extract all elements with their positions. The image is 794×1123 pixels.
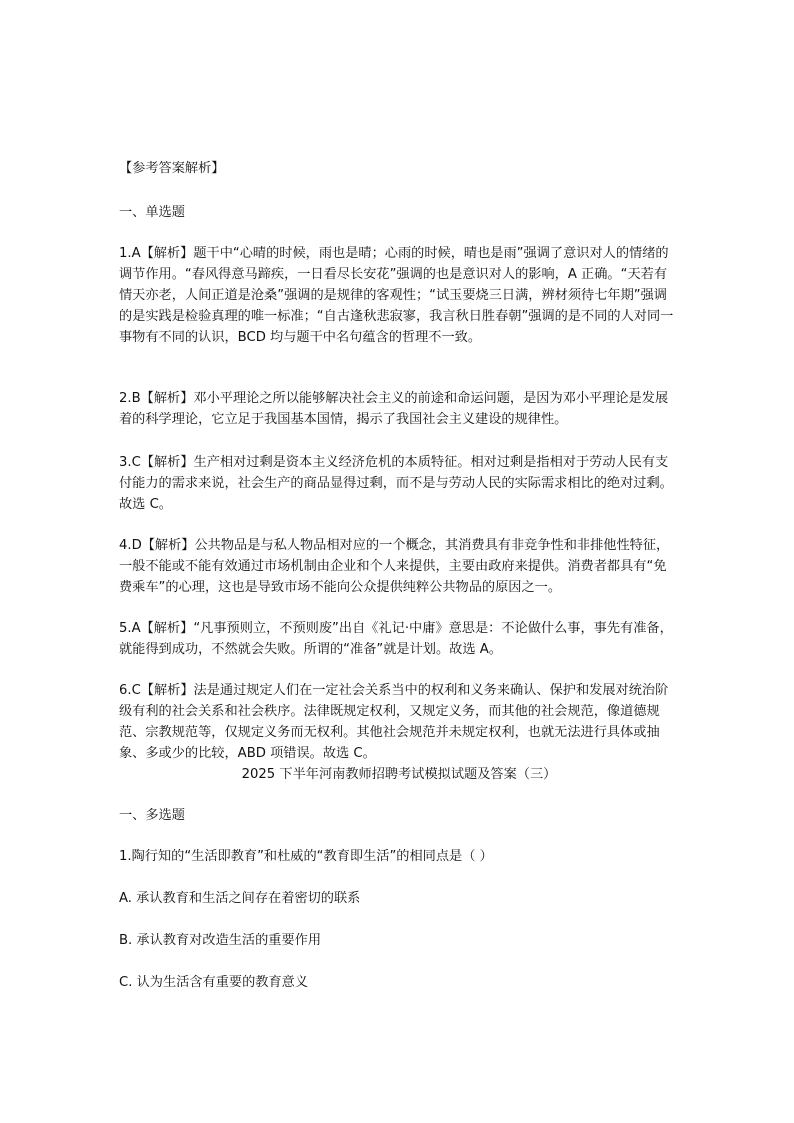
answer-explanation-3: 3.C【解析】生产相对过剩是资本主义经济危机的本质特征。相对过剩是指相对于劳动人民有支付能力的需求来说，社会生产的商品显得过剩，而不是与劳动人民的实际需求相比的绝对过剩。故选 C。 xyxy=(119,455,673,512)
answer-header: 【参考答案解析】 xyxy=(119,161,225,176)
answer-explanation-4: 4.D【解析】公共物品是与私人物品相对应的一个概念，其消费具有非竞争性和非排他性特征，一般不能或不能有效通过市场机制由企业和个人来提供，主要由政府来提供。消费者都具有“免费乘车”的心理，这也是导致市场不能向公众提供纯粹公共物品的原因之一。 xyxy=(119,538,670,595)
option-a: A. 承认教育和生活之间存在着密切的联系 xyxy=(119,891,361,906)
answer-explanation-5: 5.A【解析】“凡事预则立，不预则废”出自《礼记·中庸》意思是：不论做什么事，事先有准备，就能得到成功，不然就会失败。所谓的“准备”就是计划。故选 A。 xyxy=(119,621,673,657)
section-heading-multiple-choice: 一、多选题 xyxy=(119,808,185,823)
answer-explanation-2: 2.B【解析】邓小平理论之所以能够解决社会主义的前途和命运问题，是因为邓小平理论是发展着的科学理论，它立足于我国基本国情，揭示了我国社会主义建设的规律性。 xyxy=(119,391,669,427)
exam-title: 2025 下半年河南教师招聘考试模拟试题及答案（三） xyxy=(241,767,557,782)
section-heading-single-choice: 一、单选题 xyxy=(119,205,185,220)
option-b: B. 承认教育对改造生活的重要作用 xyxy=(119,933,322,948)
answer-explanation-6: 6.C【解析】法是通过规定人们在一定社会关系当中的权利和义务来确认、保护和发展对统治阶级有利的社会关系和社会秩序。法律既规定权利，又规定义务，而其他的社会规范，像道德规范、宗教规范等，仅规定义务而无权利。其他社会规范并未规定权利，也就无法进行具体或抽象、多或少的比较，ABD 项错误。故选 C。 xyxy=(119,683,669,761)
option-c: C. 认为生活含有重要的教育意义 xyxy=(119,975,309,990)
document-page xyxy=(119,0,679,1123)
answer-explanation-1: 1.A【解析】题干中“心晴的时候，雨也是晴；心雨的时候，晴也是雨”强调了意识对人的情绪的调节作用。“春风得意马蹄疾，一日看尽长安花”强调的也是意识对人的影响，A 正确。“天若有情天亦老，人间正道是沧桑”强调的是规律的客观性；“试玉要烧三日满，辨材须待七年期”强调的是实践是检验真理的唯一标准；“自古逢秋悲寂寥，我言秋日胜春朝”强调的是不同的人对同一事物有不同的认识，BCD 均与题干中名句蕴含的哲理不一致。 xyxy=(119,246,674,345)
question-1: 1.陶行知的“生活即教育”和杜威的“教育即生活”的相同点是（ ） xyxy=(119,849,493,864)
